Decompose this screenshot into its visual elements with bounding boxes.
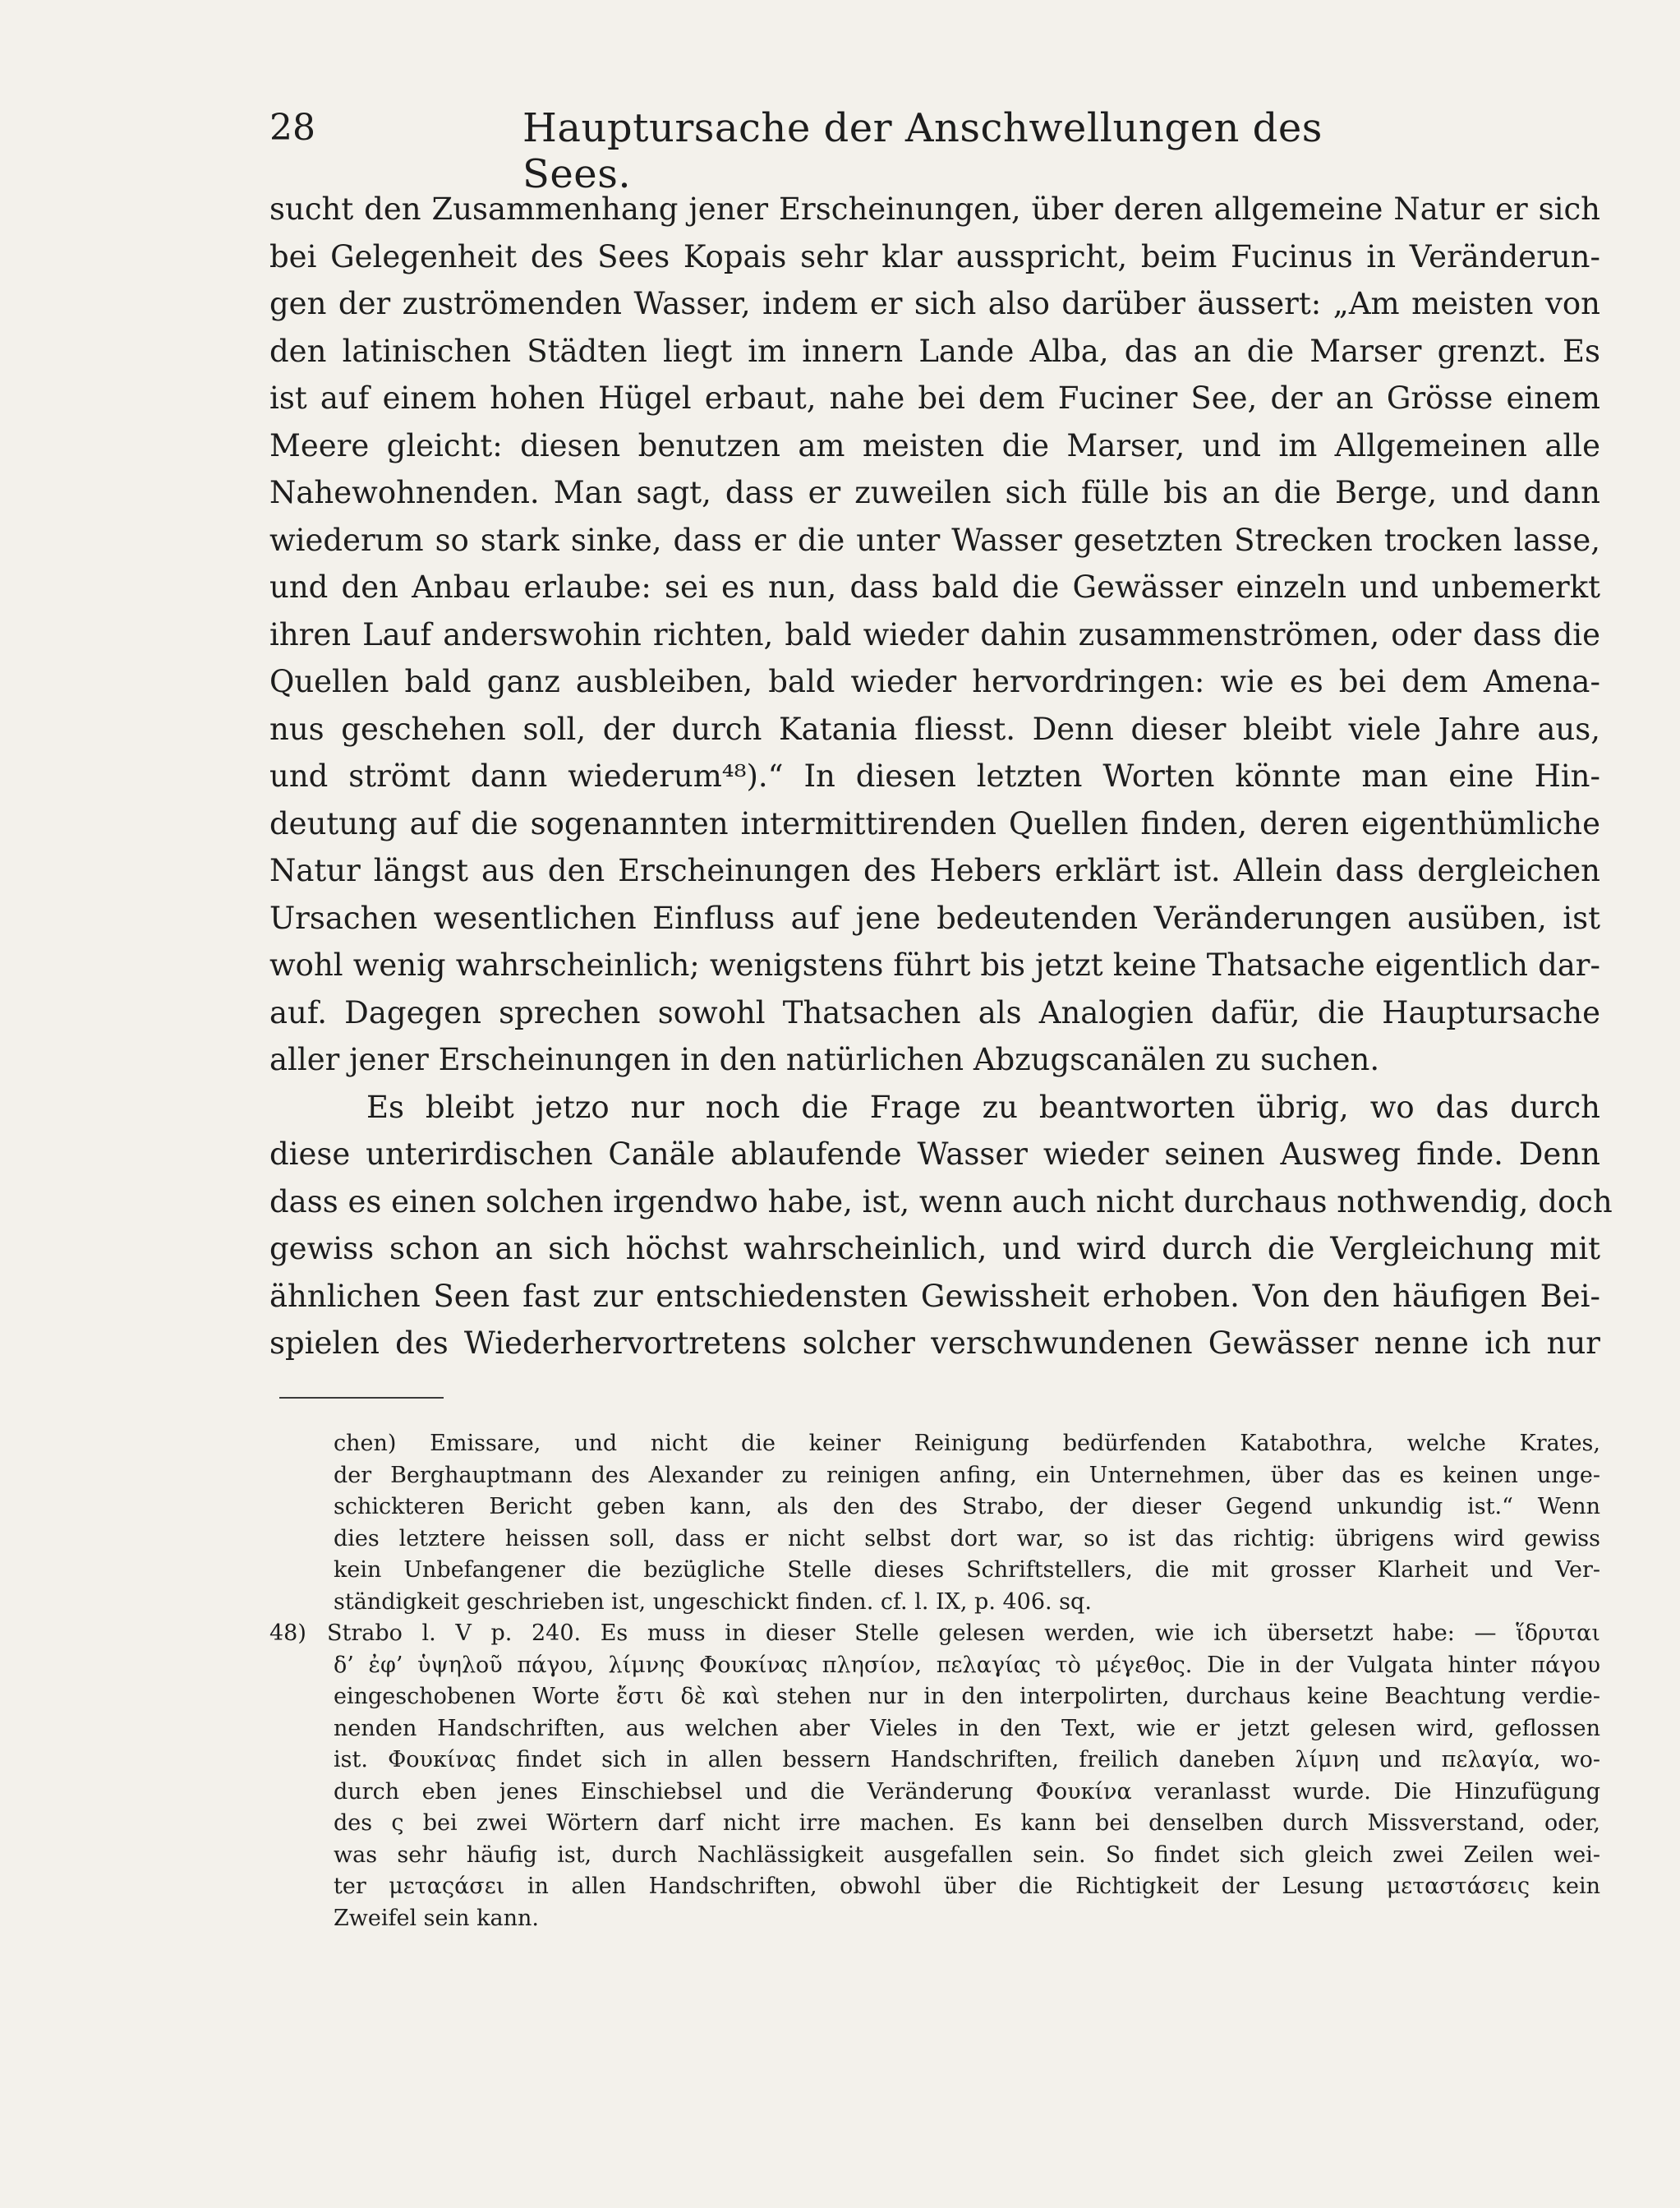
footnote-line: ist. Φουκίνας findet sich in allen bessern Handschriften, freilich daneben λίμνη und πελαγία, wo- — [334, 1747, 1600, 1772]
footnote-line: ständigkeit geschrieben ist, ungeschickt finden. cf. l. IX, p. 406. sq. — [334, 1588, 1092, 1615]
footnote-line: kein Unbefangener die bezügliche Stelle dieses Schriftstellers, die mit grosser Klarheit und Ver- — [334, 1557, 1600, 1583]
footnotes — [269, 1428, 1600, 1934]
text-line: gen der zuströmenden Wasser, indem er sich also darüber äussert: „Am meisten von — [269, 286, 1600, 321]
text-line: Ursachen wesentlichen Einfluss auf jene bedeutenden Veränderungen ausüben, ist — [269, 900, 1600, 936]
footnote-line: dies letztere heissen soll, dass er nicht selbst dort war, so ist das richtig: übrigens wird gewiss — [334, 1525, 1600, 1551]
text-line: gewiss schon an sich höchst wahrscheinlich, und wird durch die Vergleichung mit — [269, 1231, 1600, 1266]
text-line: ihren Lauf anderswohin richten, bald wieder dahin zusammenströmen, oder dass die — [269, 616, 1600, 652]
footnote-separator-rule — [279, 1397, 444, 1399]
text-line: nus geschehen soll, der durch Katania fliesst. Denn dieser bleibt viele Jahre aus, — [269, 711, 1600, 747]
footnote-line: durch eben jenes Einschiebsel und die Veränderung Φουκίνα veranlasst wurde. Die Hinzufügung — [334, 1778, 1600, 1805]
paragraph-start-line: Es bleibt jetzo nur noch die Frage zu beantworten übrig, wo das durch — [366, 1089, 1600, 1125]
text-line: ist auf einem hohen Hügel erbaut, nahe bei dem Fuciner See, der an Grösse einem — [269, 380, 1600, 416]
footnote-48-first-line — [269, 1618, 1600, 1650]
footnote-line: chen) Emissare, und nicht die keiner Reinigung bedürfenden Katabothra, welche Krates, — [334, 1431, 1600, 1456]
text-line: Meere gleicht: diesen benutzen am meisten die Marser, und im Allgemeinen alle — [269, 427, 1600, 463]
footnote-line: δ’ ἐφ’ ὑψηλοῦ πάγου, λίμνης Φουκίνας πλησίον, πελαγίας τὸ μέγεθος. Die in der Vulgata hinter πάγου — [334, 1652, 1600, 1678]
running-title: Hauptursache der Anschwellungen des Sees. — [522, 105, 1323, 197]
text-line: wohl wenig wahrscheinlich; wenigstens führt bis jetzt keine Thatsache eigentlich dar- — [269, 947, 1600, 983]
footnote-48-marker — [269, 1618, 327, 1650]
footnote-line: Zweifel sein kann. — [334, 1905, 539, 1931]
text-line: wiederum so stark sinke, dass er die unter Wasser gesetzten Strecken trocken lasse, — [269, 522, 1600, 558]
text-line: bei Gelegenheit des Sees Kopais sehr klar ausspricht, beim Fucinus in Veränderun- — [269, 238, 1600, 274]
footnote-marker-text: 48) — [269, 1620, 306, 1646]
text-line: ähnlichen Seen fast zur entschiedensten Gewissheit erhoben. Von den häufigen Bei- — [269, 1278, 1600, 1314]
text-line: und den Anbau erlaube: sei es nun, dass bald die Gewässer einzeln und unbemerkt — [269, 569, 1600, 605]
page-number: 28 — [269, 107, 315, 149]
text-line: auf. Dagegen sprechen sowohl Thatsachen als Analogien dafür, die Hauptursache — [269, 994, 1600, 1030]
main-text — [269, 186, 1613, 1367]
page-header — [269, 105, 1337, 197]
footnote-line: ter μεταςάσει in allen Handschriften, obwohl über die Richtigkeit der Lesung μεταστάσεις kein — [334, 1874, 1600, 1899]
footnote-line: eingeschobenen Worte ἔστι δὲ καὶ stehen nur in den interpolirten, durchaus keine Beachtung verdie- — [334, 1684, 1600, 1709]
footnote-line: was sehr häufig ist, durch Nachlässigkeit ausgefallen sein. So findet sich gleich zwei Zeilen wei- — [334, 1842, 1600, 1868]
text-line: dass es einen solchen irgendwo habe, ist, wenn auch nicht durchaus nothwendig, doch — [269, 1183, 1613, 1219]
text-line: aller jener Erscheinungen in den natürlichen Abzugscanälen zu suchen. — [269, 1042, 1380, 1077]
text-line: spielen des Wiederhervortretens solcher verschwundenen Gewässer nenne ich nur — [269, 1325, 1600, 1361]
text-line: Natur längst aus den Erscheinungen des Hebers erklärt ist. Allein dass dergleichen — [269, 853, 1600, 888]
footnote-line: nenden Handschriften, aus welchen aber Vieles in den Text, wie er jetzt gelesen wird, geflossen — [334, 1715, 1600, 1741]
text-line: Quellen bald ganz ausbleiben, bald wieder hervordringen: wie es bei dem Amena- — [269, 664, 1600, 699]
text-line: diese unterirdischen Canäle ablaufende Wasser wieder seinen Ausweg finde. Denn — [269, 1136, 1600, 1172]
text-line: Nahewohnenden. Man sagt, dass er zuweilen sich fülle bis an die Berge, und dann — [269, 475, 1600, 510]
footnote-line: Strabo l. V p. 240. Es muss in dieser Stelle gelesen werden, wie ich übersetzt habe: — ἵδρυται — [327, 1620, 1600, 1646]
footnote-line: schickteren Bericht geben kann, als den des Strabo, der dieser Gegend unkundig ist.“ Wenn — [334, 1494, 1600, 1519]
text-line: und strömt dann wiederum⁴⁸).“ In diesen letzten Worten könnte man eine Hin- — [269, 758, 1600, 794]
footnote-line: des ς bei zwei Wörtern darf nicht irre machen. Es kann bei denselben durch Missverstand, oder, — [334, 1810, 1600, 1836]
text-line: sucht den Zusammenhang jener Erscheinungen, über deren allgemeine Natur er sich — [269, 191, 1600, 227]
text-line: deutung auf die sogenannten intermittirenden Quellen finden, deren eigenthümliche — [269, 805, 1600, 841]
footnote-line: der Berghauptmann des Alexander zu reinigen anfing, ein Unternehmen, über das es keinen unge- — [334, 1462, 1600, 1488]
text-line: den latinischen Städten liegt im innern Lande Alba, das an die Marser grenzt. Es — [269, 333, 1600, 369]
